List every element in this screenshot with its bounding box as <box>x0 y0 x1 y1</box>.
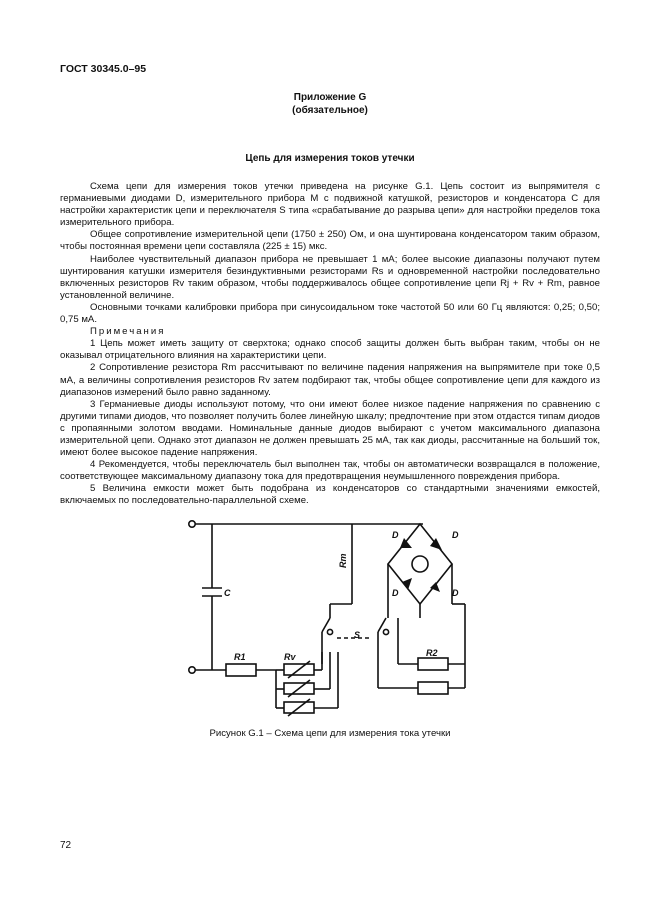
note: 2 Сопротивление резистора Rm рассчитывают по величине падения напряжения на выпрямителе при токе 0,5 мА, а величины сопротивления резисторов Rv затем подбирают так, чтобы общее сопротивление цепи для каждого из диапазонов измерений было равно заданному. <box>60 362 600 398</box>
label-c: C <box>224 588 231 598</box>
label-r2: R2 <box>426 648 438 658</box>
section-title: Цепь для измерения токов утечки <box>245 153 415 164</box>
paragraph: Наиболее чувствительный диапазон прибора не превышает 1 мА; более высокие диапазоны получают путем шунтирования катушки измерителя безиндуктивными резисторами Rs и одновременной настройки последовательно включенных резисторов Rv таким образом, чтобы поддерживалось общее сопротивление цепи Rj + Rv + Rm, равное установленной величине. <box>60 253 600 301</box>
label-r1: R1 <box>234 652 246 662</box>
label-rm: Rm <box>338 553 348 568</box>
label-diode: D <box>392 588 399 598</box>
figure-caption: Рисунок G.1 – Схема цепи для измерения тока утечки <box>209 728 451 739</box>
circuit-diagram <box>180 512 480 722</box>
appendix-title: Приложение G <box>293 92 367 103</box>
document-standard-code: ГОСТ 30345.0–95 <box>60 63 147 75</box>
note: 3 Германиевые диоды используют потому, что они имеют более низкое падение напряжения по сравнению с другими типами диодов, что позволяет получить более линейную шкалу; предпочтение при этом отдастся типам диодов с пропаянными золотом вводами. Номинальные данные диодов выбирают с учетом максимального диапазона измерительной цепи. Однако этот диапазон не должен превышать 25 мА, так как диоды, рассчитанные на больший ток, имеют более высокое падение напряжения. <box>60 398 600 459</box>
paragraph: Основными точками калибровки прибора при синусоидальном токе частотой 50 или 60 Гц являются: 0,25; 0,50; 0,75 мА. <box>60 301 600 326</box>
page-number: 72 <box>60 840 72 851</box>
label-diode: D <box>392 530 399 540</box>
note: 4 Рекомендуется, чтобы переключатель был выполнен так, чтобы он автоматически возвращался в положение, соответствующее максимальному диапазону тока для предотвращения неумышленного повреждения прибора. <box>60 459 600 483</box>
appendix-status: (обязательное) <box>292 105 368 116</box>
paragraph: Схема цепи для измерения токов утечки приведена на рисунке G.1. Цепь состоит из выпрямителя с германиевыми диодами D, измерительного прибора M с подвижной катушкой, резисторов и конденсатора C для настройки характеристик цепи и переключателя S типа «срабатывание до разрыва цепи» для настройки пределов тока измерительного прибора. <box>60 181 600 229</box>
label-rv: Rv <box>284 652 296 662</box>
notes-heading: Примечания <box>90 326 166 338</box>
label-diode: D <box>452 588 459 598</box>
note: 5 Величина емкости может быть подобрана из конденсаторов со стандартными значениями емкостей, включаемых по последовательно-параллельной схеме. <box>60 483 600 507</box>
label-s: S <box>354 630 361 640</box>
label-diode: D <box>452 530 459 540</box>
note: 1 Цепь может иметь защиту от сверхтока; однако способ защиты должен быть выбран таким, чтобы он не оказывал отрицательного влияния на характеристики цепи. <box>60 338 600 362</box>
main-text <box>60 181 600 508</box>
paragraph: Общее сопротивление измерительной цепи (1750 ± 250) Ом, и она шунтирована конденсатором таким образом, чтобы постоянная времени цепи составляла (225 ± 15) мкс. <box>60 229 600 253</box>
